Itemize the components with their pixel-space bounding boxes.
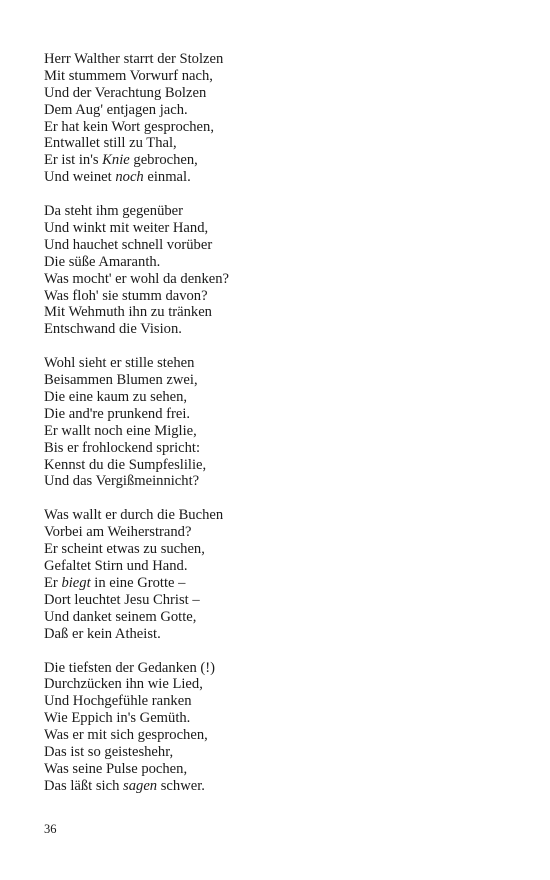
line-text: Die tiefsten der Gedanken (!) (44, 659, 215, 676)
line-text: Was er mit sich gesprochen, (44, 727, 208, 744)
emphasized-word: Knie (102, 152, 130, 169)
poem-line (44, 51, 504, 68)
line-text: Und hauchet schnell vorüber (44, 236, 213, 253)
emphasized-word: sagen (123, 777, 158, 794)
poem-line (44, 237, 504, 254)
poem-line (44, 575, 504, 592)
line-text: Entwallet still zu Thal, (44, 135, 177, 152)
line-text: gebrochen, (129, 152, 198, 169)
line-text: Was mocht' er wohl da denken? (44, 270, 230, 287)
poem-line (44, 778, 504, 795)
line-text: Und danket seinem Gotte, (44, 608, 197, 625)
poem-line (44, 152, 504, 169)
line-text: Wie Eppich in's Gemüth. (44, 710, 191, 727)
line-text: Er scheint etwas zu suchen, (44, 541, 205, 558)
poem-line (44, 457, 504, 474)
line-text: in eine Grotte – (90, 574, 186, 591)
line-text: Die eine kaum zu sehen, (44, 389, 188, 406)
poem-line (44, 710, 504, 727)
line-text: Vorbei am Weiherstrand? (44, 524, 192, 541)
line-text: Er ist in's (44, 152, 103, 169)
line-text: Und Hochgefühle ranken (44, 693, 192, 710)
line-text: Durchzücken ihn wie Lied, (44, 676, 203, 693)
poem-line (44, 761, 504, 778)
poem-line (44, 389, 504, 406)
line-text: Daß er kein Atheist. (44, 625, 161, 642)
line-text: Entschwand die Vision. (44, 321, 182, 338)
line-text: Dem Aug' entjagen jach. (44, 101, 188, 118)
poem-line (44, 744, 504, 761)
line-text: Das ist so geisteshehr, (44, 743, 174, 760)
line-text: Die and're prunkend frei. (44, 405, 191, 422)
poem-line (44, 85, 504, 102)
poem-line (44, 355, 504, 372)
line-text: Das läßt sich (44, 777, 124, 794)
line-text: Bis er frohlockend spricht: (44, 439, 201, 456)
line-text: Mit Wehmuth ihn zu tränken (44, 304, 212, 321)
poem-line (44, 423, 504, 440)
poem-line (44, 203, 504, 220)
line-text: Was floh' sie stumm davon? (44, 287, 208, 304)
poem-line (44, 406, 504, 423)
poem-line (44, 119, 504, 136)
poem-line (44, 271, 504, 288)
stanza (44, 355, 504, 490)
emphasized-word: biegt (61, 574, 91, 591)
line-text: Was wallt er durch die Buchen (44, 507, 224, 524)
stanza (44, 660, 504, 795)
line-text: Dort leuchtet Jesu Christ – (44, 591, 200, 608)
line-text: schwer. (157, 777, 205, 794)
stanza (44, 507, 504, 642)
poem-line (44, 727, 504, 744)
line-text: Und das Vergißmeinnicht? (44, 473, 200, 490)
poem-line (44, 372, 504, 389)
poem-line (44, 676, 504, 693)
stanza (44, 203, 504, 338)
poem (44, 51, 504, 812)
stanza (44, 51, 504, 186)
line-text: Und weinet (44, 169, 116, 186)
poem-line (44, 220, 504, 237)
line-text: Kennst du die Sumpfeslilie, (44, 456, 207, 473)
line-text: Beisammen Blumen zwei, (44, 372, 198, 389)
line-text: Gefaltet Stirn und Hand. (44, 558, 188, 575)
line-text: Und der Verachtung Bolzen (44, 84, 207, 101)
poem-line (44, 288, 504, 305)
emphasized-word: noch (115, 169, 144, 186)
poem-line (44, 254, 504, 271)
poem-line (44, 609, 504, 626)
line-text: Wohl sieht er stille stehen (44, 355, 195, 372)
poem-line (44, 102, 504, 119)
line-text: Mit stummem Vorwurf nach, (44, 67, 213, 84)
poem-line (44, 507, 504, 524)
poem-line (44, 541, 504, 558)
poem-line (44, 626, 504, 643)
poem-line (44, 169, 504, 186)
line-text: Was seine Pulse pochen, (44, 760, 188, 777)
line-text: Und winkt mit weiter Hand, (44, 220, 209, 237)
poem-line (44, 558, 504, 575)
page-number: 36 (44, 822, 57, 836)
line-text: Die süße Amaranth. (44, 253, 161, 270)
poem-line (44, 135, 504, 152)
poem-line (44, 660, 504, 677)
poem-line (44, 592, 504, 609)
poem-line (44, 321, 504, 338)
poem-line (44, 473, 504, 490)
line-text: Da steht ihm gegenüber (44, 203, 184, 220)
line-text: Er hat kein Wort gesprochen, (44, 118, 214, 135)
line-text: Er wallt noch eine Miglie, (44, 422, 197, 439)
poem-line (44, 524, 504, 541)
line-text: Er (44, 574, 62, 591)
poem-line (44, 304, 504, 321)
poem-line (44, 693, 504, 710)
line-text: Herr Walther starrt der Stolzen (44, 51, 224, 67)
poem-line (44, 68, 504, 85)
line-text: einmal. (143, 169, 191, 186)
poem-line (44, 440, 504, 457)
